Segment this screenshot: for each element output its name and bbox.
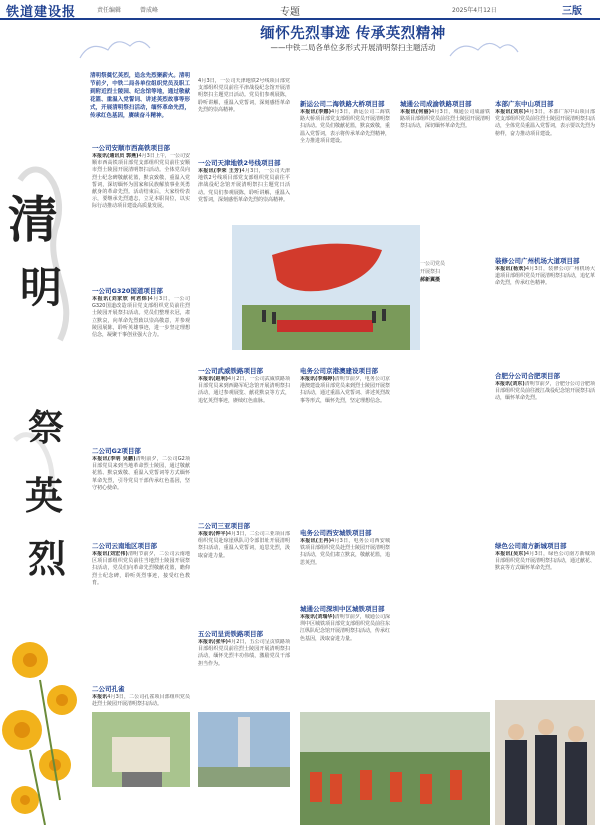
section-body: 本报讯(钟平)4月3日，二公司三亚项目部组织党员赴琼崖纵队司令部旧址开展清明祭扫活动，重温入党誓词，追思先烈，汲取奋进力量。: [198, 531, 290, 559]
article-section: [92, 285, 190, 438]
section-body: 本报讯(刘东)4月3日，本部广东中山项目部党支部组织党员前往烈士陵园开展清明祭扫活动，全体党员重温入党誓词，表示要以先烈为榜样，奋力推动项目建设。: [495, 109, 595, 137]
memorial-flag-illustration-icon: [232, 225, 420, 350]
monument-photo-icon: [198, 712, 290, 787]
section-body: 本报讯(王冉)4月3日，电务公司西安城铁项目部组织党员赴烈士陵园开展清明祭扫活动，党员们肃立默哀，敬献花篮，追思英烈。: [300, 538, 390, 566]
side-caption: 一公司党员 开展祭扫 郝新翼摄: [420, 261, 446, 283]
article-section: [495, 255, 595, 366]
paper-name: 铁道建设报: [6, 5, 77, 20]
article-section: [92, 445, 190, 536]
chrysanthemum-icon: [0, 600, 90, 825]
officers-photo-icon: [495, 700, 595, 825]
center-photo: [232, 225, 420, 350]
section-body: 本报讯(刘宏伟)清明节前夕，二公司云南地区项目部组织党员前往当地烈士陵园开展祭扫活动，党员们向革命先烈敬献花篮，瞻仰烈士纪念碑，聆听英烈事迹，接受红色教育。: [92, 551, 190, 586]
banner-char-lie: 烈: [28, 536, 67, 581]
article-section: [198, 520, 290, 641]
section-body: 本报讯4月3日，二公司孔雀项目部组织党员赴烈士陵园开展清明祭扫活动。: [92, 694, 190, 708]
group-ceremony-photo-icon: [300, 712, 490, 825]
section-body: 本报讯(赵利)4月2日，一公司武威铁路项目部党员来到西路军纪念馆开展清明祭扫活动，通过参观展览、献花默哀等方式，追忆英烈事迹，赓续红色血脉。: [198, 376, 290, 404]
section-title: 二公司三亚项目部: [198, 522, 250, 530]
section-title: 装修公司广州机场大道项目部: [495, 257, 580, 265]
article-section: [300, 603, 390, 704]
article-section: [300, 98, 390, 224]
section-title: 五公司呈贡铁路项目部: [198, 630, 263, 638]
section-body: 本报讯(吴东)4月3日，绿色公司南方新城项目部组织党员开展清明祭扫活动，通过献花、默哀等方式缅怀革命先烈。: [495, 551, 595, 572]
bottom-photo-4: [495, 700, 595, 825]
article-section: [198, 157, 290, 218]
article-section: [300, 527, 390, 598]
headline-subtitle: ——中铁二局各单位多形式开展清明祭扫主题活动: [270, 43, 436, 52]
article-section: [495, 540, 595, 691]
section-title: 合肥分公司合肥项目部: [495, 372, 560, 380]
section-title: 电务公司京港澳建设项目部: [300, 367, 378, 375]
section-title: 二公司G2项目部: [92, 447, 141, 455]
section-body: 本报讯(杨欢)4月3日，装修公司广州机场大道项目部组织党员开展清明祭扫活动，追忆革命先烈，传承红色精神。: [495, 266, 595, 287]
section-body: 本报讯(刘瑞华)清明节前夕，城通公司深圳中区城铁项目部党支部组织党员前往东江纵队纪念馆开展清明祭扫活动，传承红色基因，汲取奋进力量。: [300, 614, 390, 642]
article-section: [495, 370, 595, 521]
article-section: [198, 628, 290, 719]
banner-char-ji: 祭: [28, 407, 65, 449]
intro-paragraph: 清明祭奠忆英烈，追念先烈聚薪火。清明节前夕，中铁二局各单位组织党员及职工到附近烈士陵园、纪念馆等地，通过敬献花篮、重温入党誓词、讲述英烈故事等形式，开展清明祭扫活动，缅怀革命先烈，传承红色基因，赓续奋斗精神。: [90, 73, 190, 119]
section-title: 绿色公司南方新城项目部: [495, 542, 567, 550]
section-body: 本报讯(刘家欣 何君炜)4月3日，一公司G320国道改造项目党支部组织党员前往烈士陵园开展祭扫活动。党员们整理衣冠，肃立默哀，向革命先烈致以崇高敬意，并参观陵园展陈，聆听英雄事迹，进一步坚定理想信念，凝聚干事创业强大合力。: [92, 296, 190, 339]
section-title: 二公司云南地区项目部: [92, 542, 157, 550]
article-section: [92, 540, 190, 661]
section-title: 城通公司深圳中区城铁项目部: [300, 605, 385, 613]
article-section: [495, 98, 595, 249]
section-title: 一公司武威铁路项目部: [198, 367, 263, 375]
masthead: [0, 0, 600, 20]
side-banner: [0, 60, 90, 825]
section-body: 本报讯(通讯员 郭燕)4月3日上午，一公司安顺市西高铁项目部党支部组织党员前往安顺市烈士陵园开展清明祭扫活动。全体党员向烈士纪念碑敬献花篮，默哀致敬，重温入党誓词，深切缅怀为国家和民族解放事业英勇献身的革命先烈。活动结束后，大家纷纷表示，要继承先烈遗志，立足本职岗位，以实际行动推动项目建设高质量发展。: [92, 153, 190, 210]
section-title: 一公司天津地铁2号线项目部: [198, 159, 281, 167]
section-body: 本报讯(刘东)清明节前夕，合肥分公司合肥项目部组织党员前往渡江战役纪念馆开展祭扫活动，缅怀革命先烈。: [495, 381, 595, 402]
section-title: 二公司孔雀: [92, 685, 125, 693]
banner-char-qing: 清: [8, 190, 58, 249]
section-title: 新运公司二海铁路大桥项目部: [300, 100, 385, 108]
section-title: 一公司G320国道项目部: [92, 287, 163, 295]
designer-name: 曾成峰: [140, 7, 159, 14]
section-name: 专题: [280, 7, 300, 18]
memorial-photo-icon: [92, 712, 190, 787]
bottom-photo-3: [300, 712, 490, 825]
bottom-photo-2: [198, 712, 290, 787]
section-body: 本报讯(何丽)4月3日，城通公司成渝铁路项目部组织党员前往烈士陵园开展清明祭扫活动，深切缅怀革命先烈。: [400, 109, 490, 130]
section-title: 一公司安顺市西高铁项目部: [92, 144, 170, 152]
article-section: [198, 365, 290, 526]
section-body: 本报讯(李荣 王芳)4月3日，一公司天津地铁2号线项目部党支部组织党员前往平津战役纪念馆开展清明祭扫主题党日活动。党员们参观展陈，聆听讲解，重温入党誓词，深刻感悟革命先烈的崇高精神。: [198, 168, 290, 203]
section-body: 本报讯(张华)4月2日，五公司呈贡铁路项目部组织党员前往烈士陵园开展清明祭扫活动，缅怀先烈丰功伟绩，激励党员干部担当作为。: [198, 639, 290, 667]
article-section: [92, 142, 190, 275]
section-body: 4月3日，一公司天津地铁2号线项目部党支部组织党员前往平津战役纪念馆开展清明祭扫主题党日活动。党员们参观展陈，聆听讲解，重温入党誓词，深刻感悟革命先烈的崇高精神。: [198, 78, 290, 113]
section-title: 本部广东中山项目部: [495, 100, 554, 108]
article-section: [400, 98, 490, 219]
section-body: 本报讯(李海婷)清明节前夕，电务公司京港澳建设项目部党员来到烈士陵园开展祭扫活动，通过重温入党誓词、讲述英烈故事等形式，缅怀先烈，坚定理想信念。: [300, 376, 390, 404]
editor-label: 责任编辑: [97, 7, 122, 14]
issue-date: 2025年4月12日: [452, 7, 497, 14]
section-title: 电务公司西安城铁项目部: [300, 529, 372, 537]
bottom-photo-1: [92, 712, 190, 787]
article-section: [300, 365, 390, 526]
headline-title: 缅怀先烈事迹 传承英烈精神: [260, 25, 446, 42]
banner-char-ming: 明: [20, 263, 63, 312]
banner-char-ying: 英: [25, 473, 64, 518]
section-body: 本报讯(李娜)4月3日，新运公司二海铁路大桥项目部党支部组织党员开展清明祭扫活动。党员们敬献花篮，默哀致敬，重温入党誓词，表示将传承革命先烈精神，全力推进项目建设。: [300, 109, 390, 144]
page-number: 三版: [562, 6, 582, 17]
section-title: 城通公司成渝铁路项目部: [400, 100, 472, 108]
section-body: 本报讯(李明 吴鹏)清明前夕，二公司G2项目部党员来到当地革命烈士陵园，通过敬献花篮、默哀致敬、重温入党誓词等方式缅怀革命先烈，引导党员干部传承红色基因，坚守初心使命。: [92, 456, 190, 491]
article-section: [198, 78, 290, 153]
